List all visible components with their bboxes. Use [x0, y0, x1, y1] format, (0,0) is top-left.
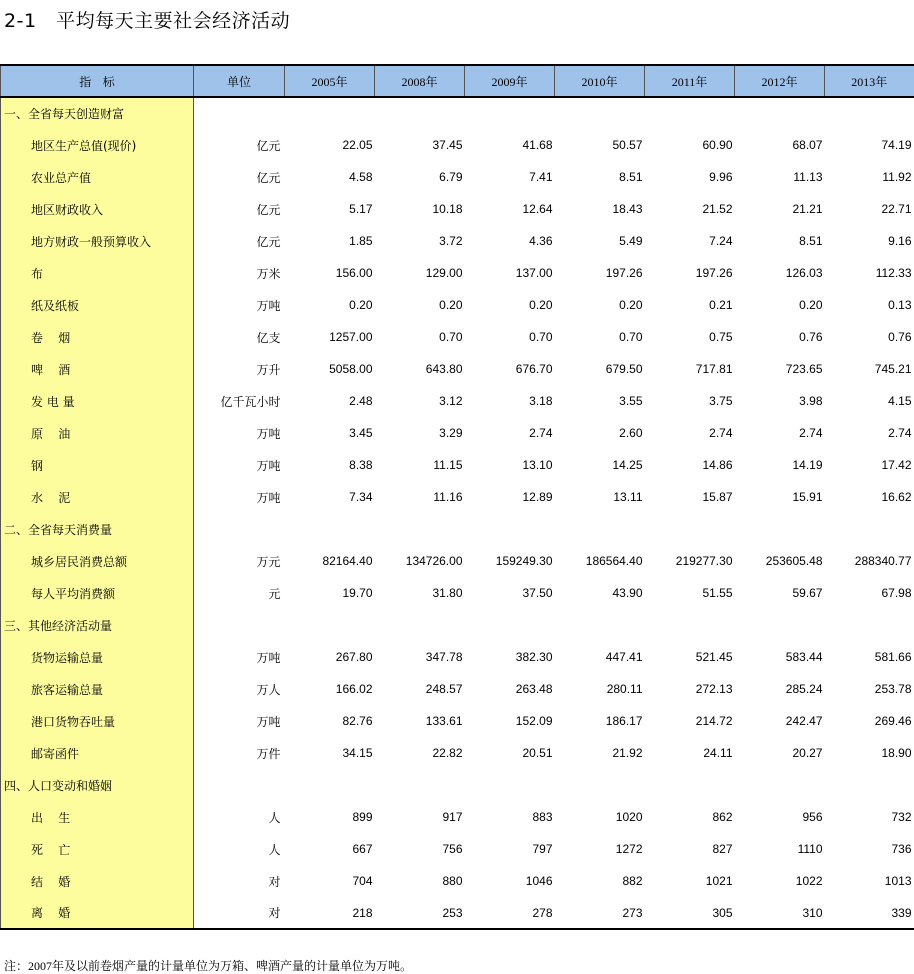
value-cell: 82.76 — [342, 714, 373, 728]
value-cell: 152.09 — [515, 714, 553, 728]
value-cell: 0.20 — [619, 298, 643, 312]
table-row — [1, 833, 914, 865]
value-cell: 17.42 — [881, 458, 912, 472]
table-row — [1, 897, 914, 929]
table-row — [1, 737, 914, 769]
table-header — [1, 65, 914, 97]
value-cell: 736 — [891, 842, 912, 856]
value-cell: 280.11 — [606, 682, 643, 696]
value-cell: 0.76 — [799, 330, 823, 344]
value-cell: 4.36 — [529, 234, 553, 248]
value-cell: 267.80 — [335, 650, 373, 664]
value-cell: 2.74 — [888, 426, 912, 440]
value-cell: 827 — [712, 842, 733, 856]
value-cell: 11.92 — [882, 170, 912, 184]
table-row — [1, 129, 914, 161]
value-cell: 667 — [352, 842, 373, 856]
value-cell — [555, 769, 645, 801]
value-cell: 14.86 — [702, 458, 733, 472]
value-cell: 11.15 — [433, 458, 463, 472]
section-label: 三、其他经济活动量 — [1, 609, 194, 641]
value-cell: 159249.30 — [495, 554, 553, 568]
unit-cell: 万人 — [256, 682, 281, 697]
indicator-label: 钢 — [1, 449, 194, 481]
value-cell: 197.26 — [605, 266, 643, 280]
value-cell: 263.48 — [515, 682, 553, 696]
indicator-label: 货物运输总量 — [1, 641, 194, 673]
value-cell: 41.68 — [522, 138, 553, 152]
value-cell: 9.16 — [888, 234, 912, 248]
value-cell: 219277.30 — [675, 554, 733, 568]
value-cell: 0.13 — [888, 298, 912, 312]
value-cell — [825, 513, 914, 545]
header-row — [1, 65, 914, 97]
value-cell: 112.33 — [875, 266, 912, 280]
value-cell: 20.51 — [522, 746, 553, 760]
value-cell: 43.90 — [612, 586, 643, 600]
value-cell: 0.20 — [349, 298, 373, 312]
unit-cell — [194, 769, 285, 801]
value-cell: 15.87 — [702, 490, 733, 504]
value-cell: 22.71 — [881, 202, 912, 216]
value-cell: 339 — [825, 897, 914, 929]
unit-cell: 万吨 — [256, 458, 281, 473]
value-cell — [465, 769, 555, 801]
section-row — [1, 513, 914, 545]
value-cell: 679.50 — [605, 362, 643, 376]
header-year: 2011年 — [645, 65, 735, 97]
value-cell: 0.21 — [709, 298, 733, 312]
indicator-label: 结 婚 — [1, 865, 194, 897]
value-cell: 7.34 — [349, 490, 373, 504]
value-cell: 37.45 — [432, 138, 463, 152]
value-cell: 13.10 — [522, 458, 553, 472]
unit-cell: 万吨 — [256, 490, 281, 505]
value-cell: 2.74 — [529, 426, 553, 440]
unit-cell — [194, 513, 285, 545]
value-cell — [825, 609, 914, 641]
indicator-label: 卷 烟 — [1, 321, 194, 353]
value-cell — [555, 609, 645, 641]
value-cell: 14.25 — [612, 458, 643, 472]
value-cell: 82164.40 — [322, 554, 373, 568]
statistics-table — [0, 64, 914, 930]
value-cell: 0.20 — [529, 298, 553, 312]
indicator-label: 纸及纸板 — [1, 289, 194, 321]
unit-cell — [194, 97, 285, 129]
value-cell: 0.75 — [709, 330, 733, 344]
header-year: 2005年 — [285, 65, 375, 97]
value-cell: 20.27 — [792, 746, 823, 760]
value-cell: 269.46 — [874, 714, 912, 728]
value-cell — [285, 609, 375, 641]
value-cell: 16.62 — [881, 490, 912, 504]
value-cell: 917 — [442, 810, 463, 824]
value-cell: 74.19 — [881, 138, 912, 152]
value-cell: 12.89 — [522, 490, 553, 504]
indicator-label: 农业总产值 — [1, 161, 194, 193]
value-cell: 129.00 — [425, 266, 463, 280]
indicator-label: 离 婚 — [1, 897, 194, 929]
value-cell: 1257.00 — [329, 330, 373, 344]
header-year: 2013年 — [825, 65, 914, 97]
table-row — [1, 865, 914, 897]
value-cell — [735, 609, 825, 641]
value-cell: 310 — [735, 897, 825, 929]
value-cell: 197.26 — [695, 266, 733, 280]
value-cell: 137.00 — [515, 266, 553, 280]
value-cell: 22.05 — [342, 138, 373, 152]
value-cell — [285, 513, 375, 545]
value-cell: 288340.77 — [854, 554, 912, 568]
value-cell — [735, 97, 825, 129]
unit-cell: 万吨 — [256, 714, 281, 729]
value-cell: 0.20 — [799, 298, 823, 312]
header-year: 2009年 — [465, 65, 555, 97]
header-year: 2010年 — [555, 65, 645, 97]
header-indicator: 指 标 — [1, 65, 194, 97]
value-cell: 285.24 — [785, 682, 823, 696]
unit-cell: 亿千瓦小时 — [220, 394, 281, 409]
value-cell — [645, 769, 735, 801]
value-cell: 1110 — [797, 842, 823, 856]
value-cell: 34.15 — [342, 746, 373, 760]
value-cell: 37.50 — [522, 586, 553, 600]
value-cell: 3.29 — [439, 426, 463, 440]
value-cell: 583.44 — [785, 650, 823, 664]
section-label: 四、人口变动和婚姻 — [1, 769, 194, 801]
unit-cell: 亿元 — [256, 170, 281, 185]
indicator-label: 布 — [1, 257, 194, 289]
value-cell: 1022 — [795, 874, 823, 888]
value-cell — [375, 97, 465, 129]
value-cell: 676.70 — [515, 362, 553, 376]
value-cell: 347.78 — [425, 650, 463, 664]
value-cell: 18.90 — [881, 746, 912, 760]
value-cell: 18.43 — [612, 202, 643, 216]
unit-cell: 对 — [194, 897, 285, 929]
value-cell: 67.98 — [881, 586, 912, 600]
indicator-label: 出 生 — [1, 801, 194, 833]
value-cell: 22.82 — [432, 746, 463, 760]
header-year: 2008年 — [375, 65, 465, 97]
indicator-label: 水 泥 — [1, 481, 194, 513]
unit-cell: 亿元 — [256, 202, 281, 217]
value-cell: 3.45 — [349, 426, 373, 440]
indicator-label: 每人平均消费额 — [1, 577, 194, 609]
value-cell: 7.24 — [709, 234, 733, 248]
value-cell: 133.61 — [425, 714, 463, 728]
value-cell: 0.70 — [529, 330, 553, 344]
value-cell: 253605.48 — [765, 554, 823, 568]
value-cell: 581.66 — [874, 650, 912, 664]
section-row — [1, 609, 914, 641]
value-cell: 253 — [375, 897, 465, 929]
table-row — [1, 641, 914, 673]
indicator-label: 原 油 — [1, 417, 194, 449]
value-cell: 447.41 — [605, 650, 643, 664]
unit-cell: 万吨 — [256, 298, 281, 313]
value-cell: 2.74 — [709, 426, 733, 440]
value-cell: 3.18 — [529, 394, 553, 408]
value-cell — [285, 97, 375, 129]
value-cell: 214.72 — [695, 714, 733, 728]
value-cell — [375, 769, 465, 801]
value-cell: 68.07 — [792, 138, 823, 152]
unit-cell: 人 — [268, 810, 281, 825]
value-cell: 248.57 — [425, 682, 463, 696]
value-cell: 883 — [532, 810, 553, 824]
value-cell: 8.38 — [349, 458, 373, 472]
value-cell — [735, 513, 825, 545]
table-row — [1, 481, 914, 513]
value-cell: 156.00 — [335, 266, 373, 280]
value-cell: 24.11 — [703, 746, 733, 760]
table-row — [1, 257, 914, 289]
value-cell: 15.91 — [792, 490, 823, 504]
value-cell: 0.20 — [439, 298, 463, 312]
value-cell: 272.13 — [695, 682, 733, 696]
value-cell — [375, 609, 465, 641]
section-row — [1, 769, 914, 801]
value-cell: 10.18 — [432, 202, 463, 216]
indicator-label: 邮寄函件 — [1, 737, 194, 769]
indicator-label: 地区生产总值(现价) — [1, 129, 194, 161]
table-row — [1, 353, 914, 385]
value-cell: 6.79 — [439, 170, 463, 184]
unit-cell: 万件 — [256, 746, 281, 761]
value-cell: 278 — [465, 897, 555, 929]
value-cell: 9.96 — [709, 170, 733, 184]
value-cell: 732 — [891, 810, 912, 824]
value-cell — [645, 513, 735, 545]
value-cell: 126.03 — [785, 266, 823, 280]
value-cell — [735, 769, 825, 801]
section-label: 一、全省每天创造财富 — [1, 97, 194, 129]
value-cell: 0.70 — [619, 330, 643, 344]
value-cell: 21.21 — [792, 202, 823, 216]
value-cell: 5.49 — [619, 234, 643, 248]
table-row — [1, 193, 914, 225]
value-cell: 521.45 — [695, 650, 733, 664]
value-cell: 218 — [285, 897, 375, 929]
value-cell — [465, 97, 555, 129]
value-cell: 797 — [532, 842, 553, 856]
table-row — [1, 289, 914, 321]
value-cell: 3.72 — [439, 234, 463, 248]
value-cell: 745.21 — [874, 362, 912, 376]
value-cell: 8.51 — [799, 234, 823, 248]
value-cell: 717.81 — [695, 362, 733, 376]
section-row — [1, 97, 914, 129]
table-body — [1, 97, 914, 929]
value-cell: 882 — [622, 874, 643, 888]
page-title: 2-1 平均每天主要社会经济活动 — [4, 10, 291, 32]
value-cell: 1.85 — [349, 234, 373, 248]
value-cell — [555, 513, 645, 545]
table-row — [1, 673, 914, 705]
value-cell: 50.57 — [612, 138, 643, 152]
value-cell: 2.60 — [619, 426, 643, 440]
value-cell: 723.65 — [785, 362, 823, 376]
indicator-label: 啤 酒 — [1, 353, 194, 385]
value-cell — [465, 609, 555, 641]
value-cell: 1046 — [525, 874, 553, 888]
value-cell: 3.75 — [709, 394, 733, 408]
value-cell: 756 — [442, 842, 463, 856]
indicator-label: 港口货物吞吐量 — [1, 705, 194, 737]
value-cell: 956 — [802, 810, 823, 824]
value-cell: 21.92 — [612, 746, 643, 760]
value-cell: 14.19 — [792, 458, 823, 472]
value-cell: 4.58 — [349, 170, 373, 184]
value-cell: 3.98 — [799, 394, 823, 408]
table-row — [1, 417, 914, 449]
value-cell: 1272 — [615, 842, 643, 856]
table-row — [1, 385, 914, 417]
value-cell: 8.51 — [619, 170, 643, 184]
value-cell: 880 — [442, 874, 463, 888]
table-row — [1, 161, 914, 193]
table-row — [1, 321, 914, 353]
unit-cell: 万元 — [256, 554, 281, 569]
unit-cell: 万米 — [256, 266, 281, 281]
value-cell: 60.90 — [702, 138, 733, 152]
value-cell: 59.67 — [792, 586, 823, 600]
unit-cell — [194, 609, 285, 641]
value-cell: 899 — [352, 810, 373, 824]
value-cell: 0.70 — [439, 330, 463, 344]
indicator-label: 旅客运输总量 — [1, 673, 194, 705]
value-cell: 2.74 — [799, 426, 823, 440]
value-cell — [375, 513, 465, 545]
unit-cell: 对 — [268, 874, 281, 889]
value-cell: 19.70 — [342, 586, 373, 600]
table-row — [1, 225, 914, 257]
unit-cell: 亿支 — [256, 330, 281, 345]
value-cell: 2.48 — [349, 394, 373, 408]
value-cell — [465, 513, 555, 545]
indicator-label: 死 亡 — [1, 833, 194, 865]
value-cell: 305 — [645, 897, 735, 929]
value-cell: 704 — [352, 874, 373, 888]
value-cell: 382.30 — [515, 650, 553, 664]
header-unit: 单位 — [194, 65, 285, 97]
value-cell — [825, 97, 914, 129]
indicator-label: 地方财政一般预算收入 — [1, 225, 194, 257]
value-cell: 166.02 — [335, 682, 373, 696]
value-cell: 134726.00 — [405, 554, 463, 568]
section-label: 二、全省每天消费量 — [1, 513, 194, 545]
value-cell — [645, 97, 735, 129]
value-cell — [555, 97, 645, 129]
unit-cell: 亿元 — [256, 234, 281, 249]
unit-cell: 万吨 — [256, 650, 281, 665]
unit-cell: 万升 — [256, 362, 281, 377]
value-cell: 21.52 — [702, 202, 733, 216]
value-cell: 5058.00 — [329, 362, 373, 376]
indicator-label: 地区财政收入 — [1, 193, 194, 225]
table-row — [1, 577, 914, 609]
table-row — [1, 545, 914, 577]
value-cell: 1021 — [705, 874, 733, 888]
value-cell — [285, 769, 375, 801]
value-cell: 4.15 — [888, 394, 912, 408]
value-cell: 273 — [555, 897, 645, 929]
value-cell: 186564.40 — [585, 554, 643, 568]
value-cell: 5.17 — [349, 202, 373, 216]
value-cell: 253.78 — [874, 682, 912, 696]
table-row — [1, 705, 914, 737]
value-cell: 1013 — [884, 874, 912, 888]
value-cell — [825, 769, 914, 801]
value-cell: 11.13 — [793, 170, 823, 184]
value-cell: 1020 — [615, 810, 643, 824]
value-cell: 0.76 — [888, 330, 912, 344]
header-year: 2012年 — [735, 65, 825, 97]
indicator-label: 城乡居民消费总额 — [1, 545, 194, 577]
footnote: 注：2007年及以前卷烟产量的计量单位为万箱、啤酒产量的计量单位为万吨。 — [4, 959, 413, 973]
value-cell: 7.41 — [529, 170, 553, 184]
value-cell: 11.16 — [433, 490, 463, 504]
indicator-label: 发 电 量 — [1, 385, 194, 417]
value-cell: 12.64 — [522, 202, 553, 216]
table-row — [1, 449, 914, 481]
value-cell: 51.55 — [702, 586, 733, 600]
unit-cell: 人 — [268, 842, 281, 857]
unit-cell: 元 — [268, 586, 281, 601]
value-cell: 3.55 — [619, 394, 643, 408]
value-cell: 862 — [712, 810, 733, 824]
table-row — [1, 801, 914, 833]
value-cell: 13.11 — [613, 490, 643, 504]
value-cell: 242.47 — [785, 714, 823, 728]
unit-cell: 亿元 — [256, 138, 281, 153]
value-cell: 3.12 — [439, 394, 463, 408]
unit-cell: 万吨 — [256, 426, 281, 441]
value-cell: 31.80 — [432, 586, 463, 600]
value-cell — [645, 609, 735, 641]
value-cell: 643.80 — [425, 362, 463, 376]
value-cell: 186.17 — [605, 714, 643, 728]
